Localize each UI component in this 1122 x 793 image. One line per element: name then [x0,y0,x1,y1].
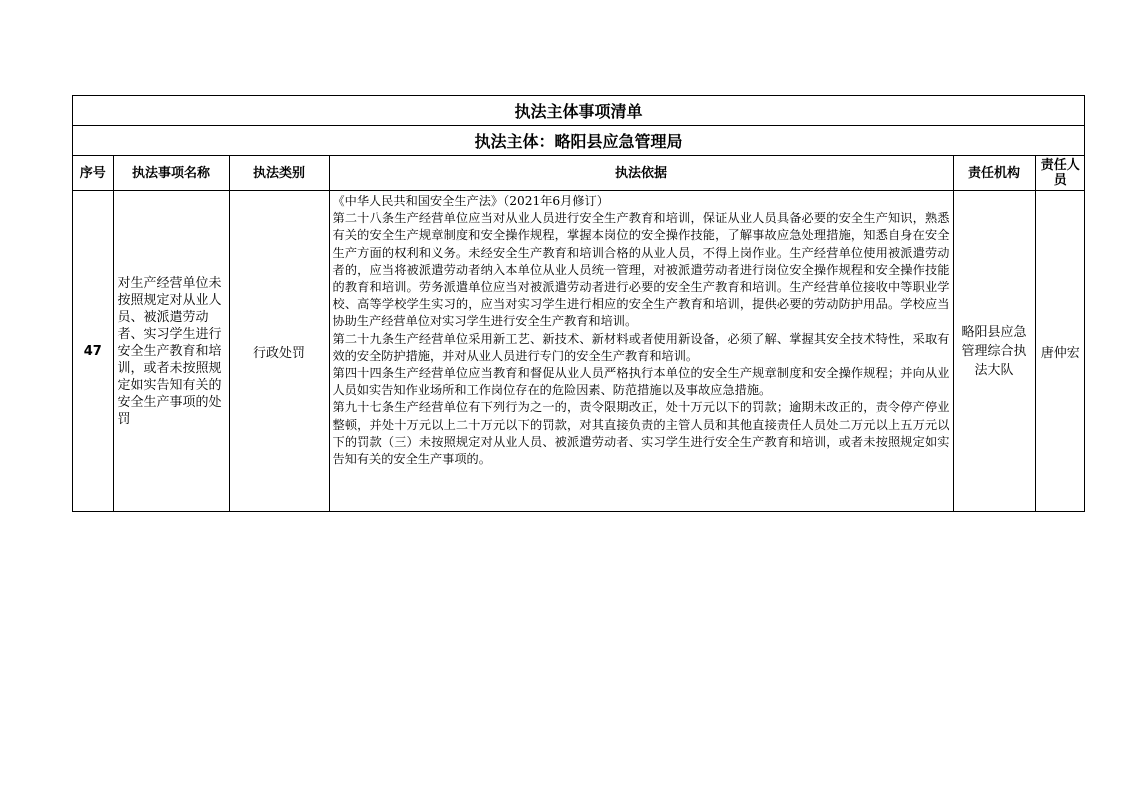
header-basis: 执法依据 [329,156,953,191]
cell-basis [329,191,953,512]
header-seq: 序号 [73,156,113,191]
basis-article-28: 第二十八条生产经营单位应当对从业人员进行安全生产教育和培训，保证从业人员具备必要的安全生产知识，熟悉有关的安全生产规章制度和安全操作规程，掌握本岗位的安全操作技能，了解事故应急处理措施，知悉自身在安全生产方面的权利和义务。未经安全生产教育和培训合格的从业人员，不得上岗作业。生产经营单位使用被派遣劳动者的，应当将被派遣劳动者纳入本单位从业人员统一管理，对被派遣劳动者进行岗位安全操作规程和安全操作技能的教育和培训。劳务派遣单位应当对被派遣劳动者进行必要的安全生产教育和培训。生产经营单位接收中等职业学校、高等学校学生实习的，应当对实习学生进行相应的安全生产教育和培训，提供必要的劳动防护用品。学校应当协助生产经营单位对实习学生进行安全生产教育和培训。 [332,211,950,329]
cell-seq: 47 [73,191,113,512]
enforcement-subject: 执法主体：略阳县应急管理局 [73,126,1084,156]
basis-article-29: 第二十九条生产经营单位采用新工艺、新技术、新材料或者使用新设备，必须了解、掌握其安全技术特性，采取有效的安全防护措施，并对从业人员进行专门的安全生产教育和培训。 [332,331,950,363]
header-item-name: 执法事项名称 [113,156,229,191]
table-row [73,191,1085,512]
basis-law-title: 《中华人民共和国安全生产法》（2021年6月修订） [332,194,609,208]
enforcement-table [73,156,1085,511]
basis-article-44: 第四十四条生产经营单位应当教育和督促从业人员严格执行本单位的安全生产规章制度和安全操作规程；并向从业人员如实告知作业场所和工作岗位存在的危险因素、防范措施以及事故应急措施。 [332,366,950,398]
cell-item-name: 对生产经营单位未按照规定对从业人员、被派遣劳动者、实习学生进行安全生产教育和培训，或者未按照规定如实告知有关的安全生产事项的处罚 [113,191,229,512]
cell-org: 略阳县应急管理综合执法大队 [953,191,1035,512]
cell-person: 唐仲宏 [1035,191,1085,512]
table-header-row [73,156,1085,191]
basis-article-97: 第九十七条生产经营单位有下列行为之一的，责令限期改正，处十万元以下的罚款；逾期未改正的，责令停产停业整顿，并处十万元以上二十万元以下的罚款，对其直接负责的主管人员和其他直接责任人员处二万元以上五万元以下的罚款（三）未按照规定对从业人员、被派遣劳动者、实习学生进行安全生产教育和培训，或者未按照规定如实告知有关的安全生产事项的。 [332,400,950,467]
cell-category: 行政处罚 [229,191,329,512]
header-org: 责任机构 [953,156,1035,191]
header-category: 执法类别 [229,156,329,191]
header-person: 责任人员 [1035,156,1085,191]
enforcement-list-sheet [72,95,1085,512]
document-title: 执法主体事项清单 [73,96,1084,126]
